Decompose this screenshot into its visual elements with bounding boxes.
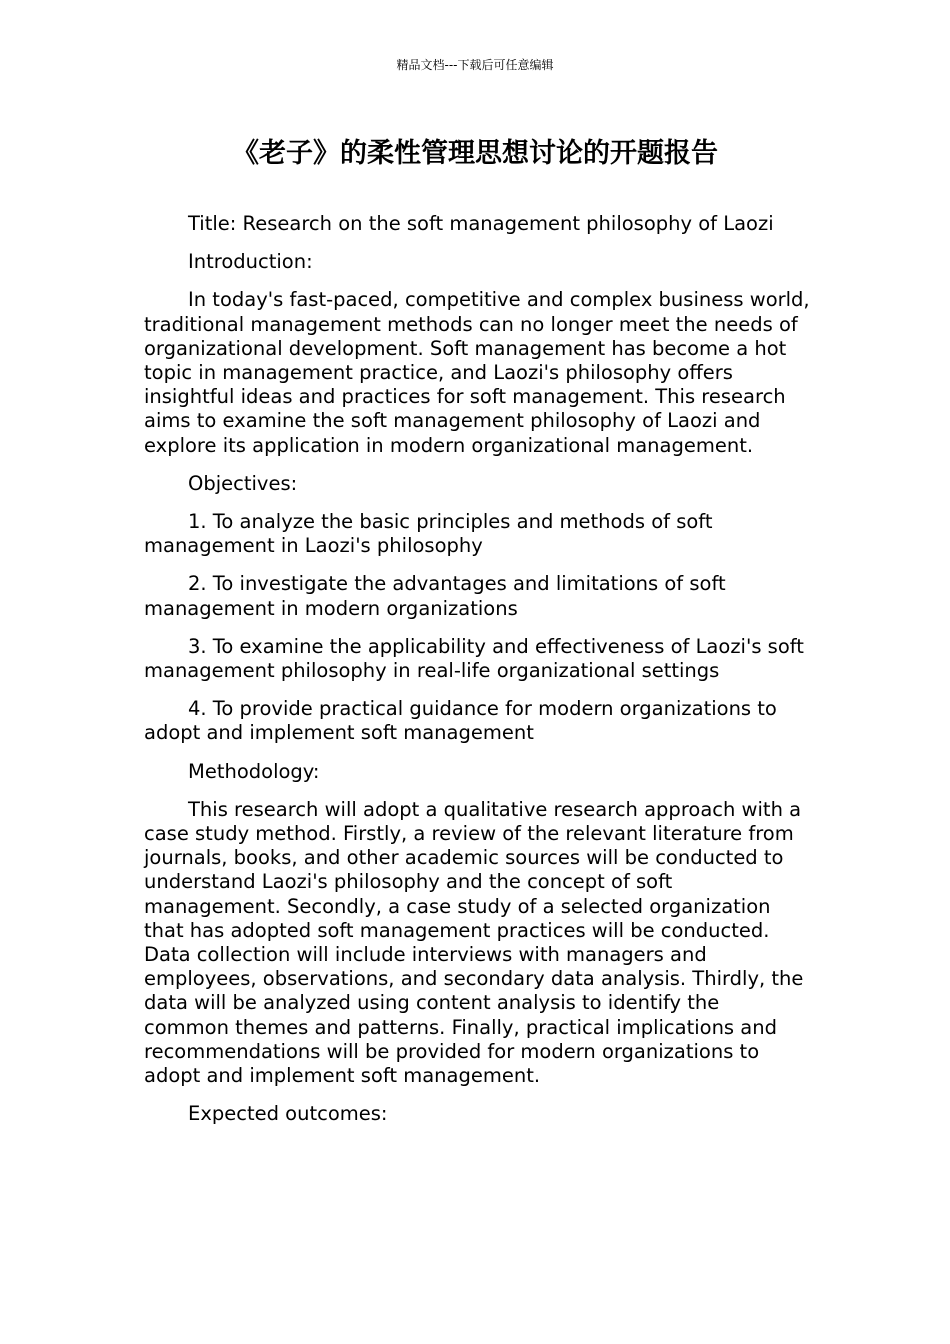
paragraph-title-line: Title: Research on the soft management philosophy of Laozi <box>188 212 774 235</box>
objective-item-4: 4. To provide practical guidance for modern organizations to adopt and implement soft management <box>144 697 777 745</box>
objective-item-1: 1. To analyze the basic principles and methods of soft management in Laozi's philosophy <box>144 510 713 558</box>
document-title: 《老子》的柔性管理思想讨论的开题报告 <box>232 138 718 169</box>
heading-introduction: Introduction: <box>188 250 313 274</box>
paragraph-introduction: In today's fast-paced, competitive and complex business world, traditional management methods can no longer meet the needs of organizational development. Soft management has become a hot topic in management practice, and Laozi's philosophy offers insightful ideas and practices for soft management. This research aims to examine the soft management philosophy of Laozi and explore its application in modern organizational management. <box>144 288 810 457</box>
objective-item-2: 2. To investigate the advantages and limitations of soft management in modern organizations <box>144 572 726 620</box>
heading-expected-outcomes: Expected outcomes: <box>188 1102 388 1126</box>
heading-methodology: Methodology: <box>188 759 320 783</box>
objective-item-3: 3. To examine the applicability and effectiveness of Laozi's soft management philosophy in real-life organizational settings <box>144 634 804 683</box>
header-note: 精品文档---下载后可任意编辑 <box>396 58 554 72</box>
heading-objectives: Objectives: <box>188 471 298 495</box>
paragraph-methodology: This research will adopt a qualitative research approach with a case study method. Firstly, a review of the relevant literature from journals, books, and other academic sources will be conducted to understand Laozi's philosophy and the concept of soft management. Secondly, a case study of a selected organization that has adopted soft management practices will be conducted. Data collection will include interviews with managers and employees, observations, and secondary data analysis. Thirdly, the data will be analyzed using content analysis to identify the common themes and patterns. Finally, practical implications and recommendations will be provided for modern organizations to adopt and implement soft management. <box>144 797 804 1088</box>
document-body <box>144 212 810 1141</box>
